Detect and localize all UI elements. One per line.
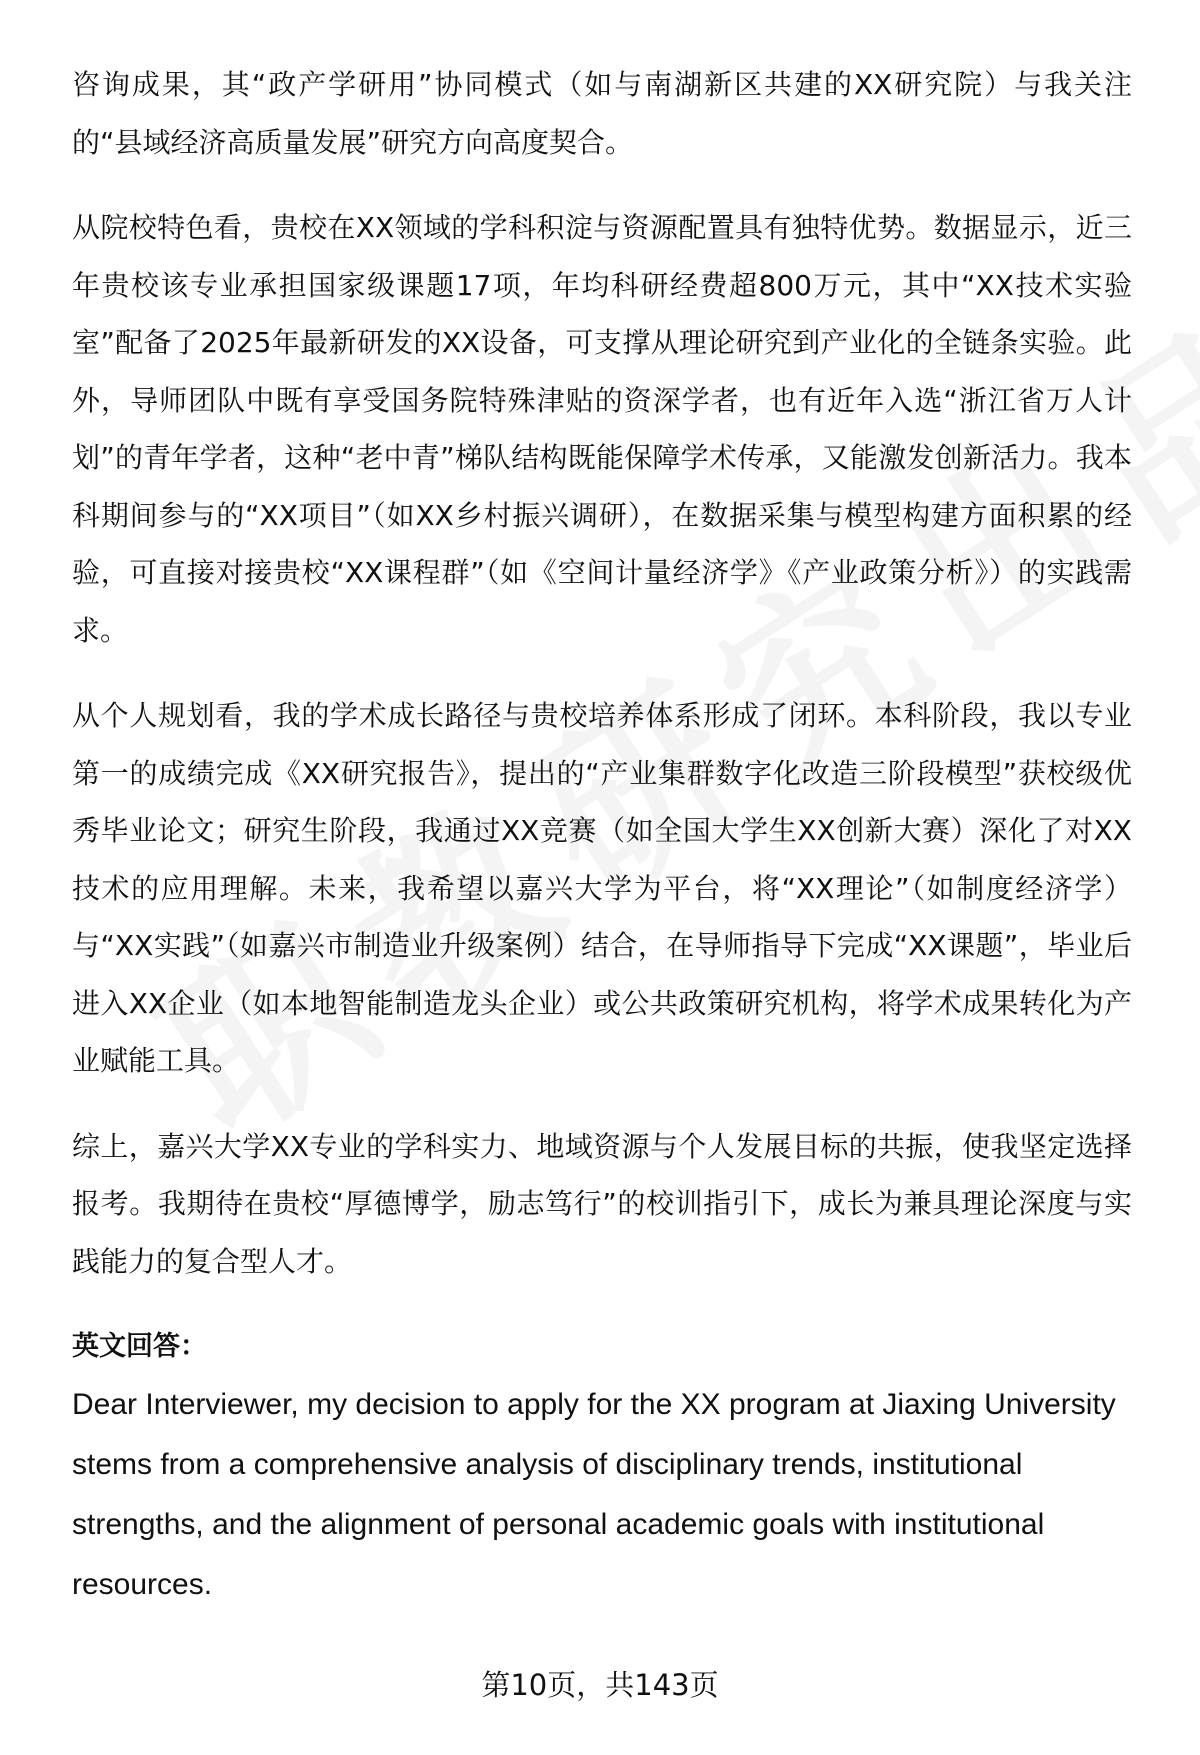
english-answer-heading: 英文回答：	[72, 1331, 207, 1362]
document-body	[72, 56, 1132, 1615]
paragraph-2: 从院校特色看，贵校在XX领域的学科积淀与资源配置具有独特优势。数据显示，近三年贵校该专业承担国家级课题17项，年均科研经费超800万元，其中“XX技术实验室”配备了2025年最新研发的XX设备，可支撑从理论研究到产业化的全链条实验。此外，导师团队中既有享受国务院特殊津贴的资深学者，也有近年入选“浙江省万人计划”的青年学者，这种“老中青”梯队结构既能保障学术传承，又能激发创新活力。我本科期间参与的“XX项目”（如XX乡村振兴调研），在数据采集与模型构建方面积累的经验，可直接对接贵校“XX课程群”（如《空间计量经济学》《产业政策分析》）的实践需求。	[72, 211, 1132, 647]
paragraph-4: 综上，嘉兴大学XX专业的学科实力、地域资源与个人发展目标的共振，使我坚定选择报考。我期待在贵校“厚德博学，励志笃行”的校训指引下，成长为兼具理论深度与实践能力的复合型人才。	[72, 1129, 1132, 1278]
page-number: 第10页，共143页	[481, 1668, 719, 1702]
english-answer-text: Dear Interviewer, my decision to apply for the XX program at Jiaxing University stems from a comprehensive analysis of disciplinary trends, institutional strengths, and the alignment of personal academic goals with institutional resources.	[72, 1388, 1116, 1601]
paragraph-1: 咨询成果，其“政产学研用”协同模式（如与南湖新区共建的XX研究院）与我关注的“县域经济高质量发展”研究方向高度契合。	[72, 68, 1132, 159]
paragraph-3: 从个人规划看，我的学术成长路径与贵校培养体系形成了闭环。本科阶段，我以专业第一的成绩完成《XX研究报告》，提出的“产业集群数字化改造三阶段模型”获校级优秀毕业论文；研究生阶段，我通过XX竞赛（如全国大学生XX创新大赛）深化了对XX技术的应用理解。未来，我希望以嘉兴大学为平台，将“XX理论”（如制度经济学）与“XX实践”（如嘉兴市制造业升级案例）结合，在导师指导下完成“XX课题”，毕业后进入XX企业（如本地智能制造龙头企业）或公共政策研究机构，将学术成果转化为产业赋能工具。	[72, 699, 1132, 1077]
